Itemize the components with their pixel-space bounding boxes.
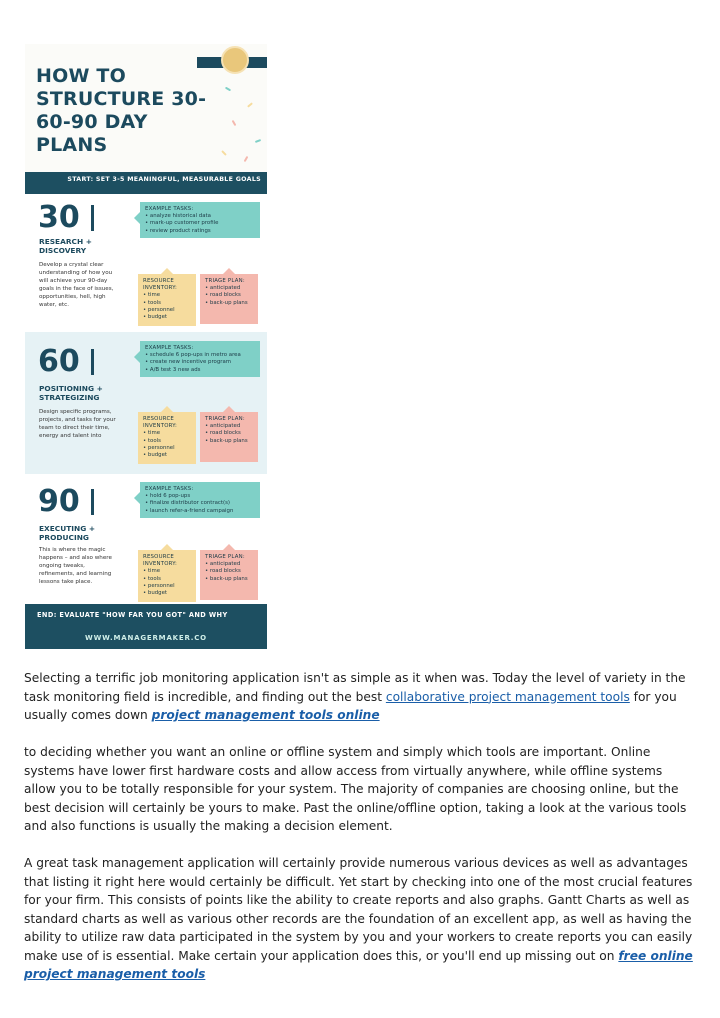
resource-item: • time bbox=[143, 292, 191, 299]
example-tasks-card bbox=[140, 341, 260, 377]
task-item: • finalize distributor contract(s) bbox=[145, 500, 255, 507]
section-divider bbox=[91, 349, 94, 375]
section-description: This is where the magic happens – and also where ongoing tweaks, refinements, and learning lessons take place. bbox=[39, 547, 112, 585]
example-tasks-card bbox=[140, 482, 260, 518]
paragraph-text: Selecting a terrific job monitoring application isn't as simple as it when was. Today the level of variety in the task monitoring field is incredible, and finding out the best bbox=[24, 671, 686, 704]
infographic-header bbox=[25, 44, 267, 172]
section-number: 90 bbox=[38, 484, 80, 519]
confetti-decoration bbox=[232, 120, 237, 126]
example-tasks-card bbox=[140, 202, 260, 238]
resource-item: • budget bbox=[143, 590, 191, 597]
card-title: EXAMPLE TASKS: bbox=[145, 345, 194, 351]
task-item: • launch refer-a-friend campaign bbox=[145, 508, 255, 515]
section-30 bbox=[25, 194, 267, 332]
site-url: WWW.MANAGERMAKER.CO bbox=[85, 634, 207, 642]
section-subtitle bbox=[39, 524, 95, 542]
article-body bbox=[24, 669, 696, 984]
resource-inventory-card bbox=[138, 274, 196, 326]
triage-item: • back-up plans bbox=[205, 300, 253, 307]
task-item: • hold 6 pop-ups bbox=[145, 493, 255, 500]
resource-item: • time bbox=[143, 568, 191, 575]
triage-item: • road blocks bbox=[205, 292, 253, 299]
card-title: RESOURCE INVENTORY: bbox=[143, 278, 178, 292]
resource-item: • tools bbox=[143, 576, 191, 583]
confetti-decoration bbox=[225, 87, 231, 92]
section-60 bbox=[25, 332, 267, 474]
triage-item: • road blocks bbox=[205, 568, 253, 575]
resource-item: • time bbox=[143, 430, 191, 437]
infographic-title: HOW TO STRUCTURE 30-60-90 DAY PLANS bbox=[36, 65, 207, 156]
section-number: 60 bbox=[38, 344, 80, 379]
confetti-decoration bbox=[221, 150, 227, 156]
triage-item: • back-up plans bbox=[205, 576, 253, 583]
start-banner: START: SET 3-5 MEANINGFUL, MEASURABLE GOALS bbox=[25, 172, 267, 194]
triage-item: • road blocks bbox=[205, 430, 253, 437]
task-item: • mark-up customer profile bbox=[145, 220, 255, 227]
subtitle-line-1: EXECUTING + bbox=[39, 524, 96, 533]
triage-item: • anticipated bbox=[205, 423, 253, 430]
triage-plan-card bbox=[200, 550, 258, 600]
subtitle-line-2: STRATEGIZING bbox=[39, 393, 100, 402]
resource-inventory-card bbox=[138, 412, 196, 464]
triage-item: • anticipated bbox=[205, 285, 253, 292]
task-item: • create new incentive program bbox=[145, 359, 255, 366]
card-title: RESOURCE INVENTORY: bbox=[143, 416, 178, 430]
resource-item: • budget bbox=[143, 314, 191, 321]
resource-item: • personnel bbox=[143, 307, 191, 314]
online-tools-link[interactable]: project management tools online bbox=[151, 708, 380, 722]
section-subtitle bbox=[39, 384, 103, 402]
subtitle-line-1: RESEARCH + bbox=[39, 237, 92, 246]
section-subtitle bbox=[39, 237, 92, 255]
confetti-decoration bbox=[247, 102, 253, 107]
resource-item: • budget bbox=[143, 452, 191, 459]
card-title: TRIAGE PLAN: bbox=[205, 554, 245, 560]
resource-item: • tools bbox=[143, 438, 191, 445]
article-paragraph: to deciding whether you want an online or offline system and simply which tools are important. Online systems have lower first hardware costs and allow access from virtually anywhere, while offline systems allow you to be totally responsible for your system. The majority of companies are choosing online, but the best decision will certainly be yours to make. Past the online/offline option, taking a look at the various tools and also functions is usually the making a decision element. bbox=[24, 745, 687, 833]
card-title: TRIAGE PLAN: bbox=[205, 416, 245, 422]
task-item: • A/B test 3 new ads bbox=[145, 367, 255, 374]
section-description: Design specific programs, projects, and tasks for your team to direct their time, energy and talent into bbox=[39, 409, 116, 439]
resource-item: • personnel bbox=[143, 445, 191, 452]
card-title: EXAMPLE TASKS: bbox=[145, 486, 194, 492]
task-item: • review product ratings bbox=[145, 228, 255, 235]
triage-plan-card bbox=[200, 412, 258, 462]
triage-item: • back-up plans bbox=[205, 438, 253, 445]
resource-item: • tools bbox=[143, 300, 191, 307]
card-title: EXAMPLE TASKS: bbox=[145, 206, 194, 212]
triage-item: • anticipated bbox=[205, 561, 253, 568]
section-divider bbox=[91, 489, 94, 515]
resource-item: • personnel bbox=[143, 583, 191, 590]
end-banner bbox=[25, 604, 267, 649]
subtitle-line-2: DISCOVERY bbox=[39, 246, 87, 255]
triage-plan-card bbox=[200, 274, 258, 324]
end-text: END: EVALUATE "HOW FAR YOU GOT" AND WHY bbox=[37, 611, 228, 619]
section-description: Develop a crystal clear understanding of how you will achieve your 90-day goals in the face of issues, opportunities, hell, high water, etc. bbox=[39, 262, 114, 308]
confetti-decoration bbox=[255, 139, 261, 143]
section-divider bbox=[91, 205, 94, 231]
section-90 bbox=[25, 474, 267, 604]
card-title: TRIAGE PLAN: bbox=[205, 278, 245, 284]
paragraph-text: A great task management application will certainly provide numerous various devices as well as advantages that listing it right here would certainly be difficult. Yet start by checking into one of the most crucial features for your firm. This consists of points like the ability to create reports and also graphs. Gantt Charts as well as standard charts as well as various other records are the foundation of an excellent app, as well as having the ability to utilize raw data participated in the system by you and your workers to create reports you can easily make use of is essential. Make certain your application does this, or you'll end up missing out on bbox=[24, 856, 693, 963]
task-item: • analyze historical data bbox=[145, 213, 255, 220]
paragraph-text: for you usually comes down bbox=[24, 689, 677, 722]
task-item: • schedule 6 pop-ups in metro area bbox=[145, 352, 255, 359]
paragraph-gap bbox=[24, 836, 696, 855]
free-online-tools-link[interactable]: free online project management tools bbox=[24, 948, 693, 981]
article-paragraph bbox=[24, 854, 696, 984]
confetti-decoration bbox=[244, 156, 249, 162]
infographic bbox=[25, 44, 267, 649]
article-paragraph bbox=[24, 669, 696, 725]
collaborative-tools-link[interactable]: collaborative project management tools bbox=[385, 689, 630, 704]
subtitle-line-1: POSITIONING + bbox=[39, 384, 103, 393]
subtitle-line-2: PRODUCING bbox=[39, 533, 89, 542]
paragraph-gap bbox=[24, 725, 696, 744]
brand-logo bbox=[221, 46, 249, 74]
card-title: RESOURCE INVENTORY: bbox=[143, 554, 178, 568]
section-number: 30 bbox=[38, 200, 80, 235]
resource-inventory-card bbox=[138, 550, 196, 602]
